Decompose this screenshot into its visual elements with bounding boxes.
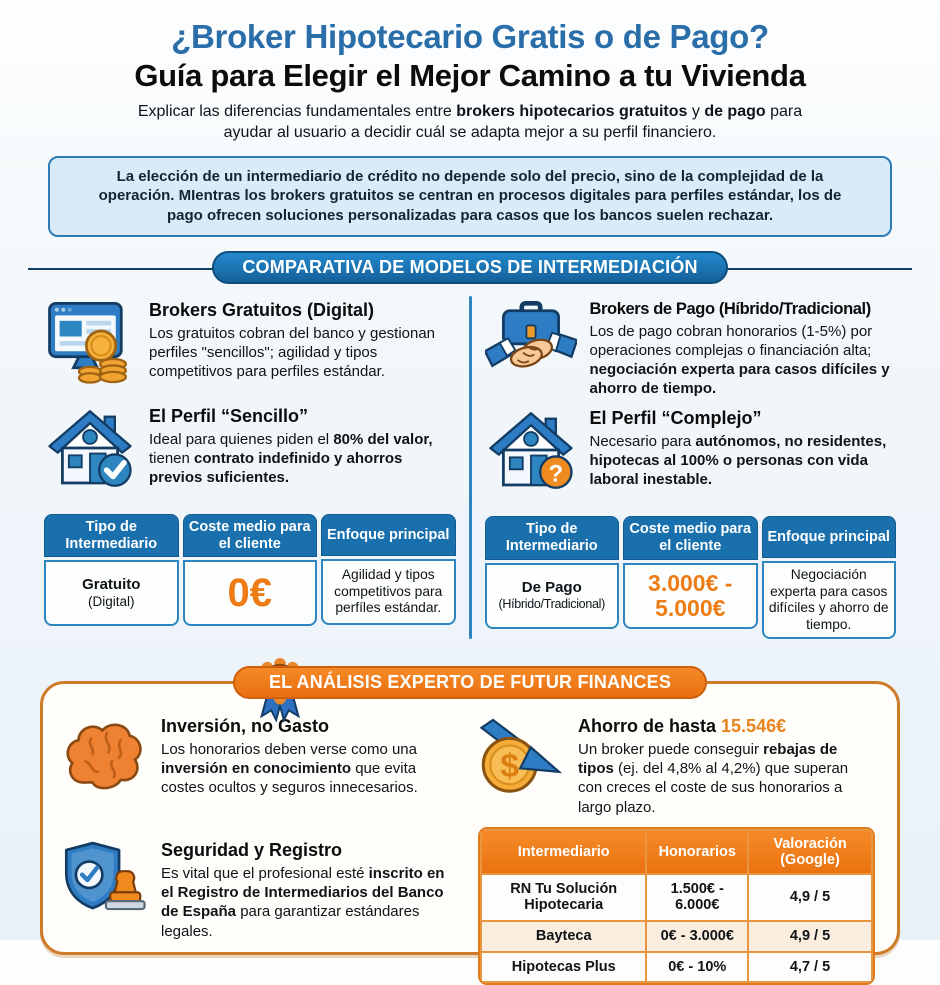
complex-profile-title: El Perfil “Complejo”	[589, 408, 762, 429]
free-brokers-card	[44, 298, 456, 396]
paid-brokers-text	[590, 298, 897, 398]
table-header-focus: Enfoque principal	[762, 516, 897, 558]
table-row: Bayteca 0€ - 3.000€ 4,9 / 5	[481, 921, 872, 952]
table-header-focus: Enfoque principal	[321, 514, 456, 556]
column-divider	[469, 296, 472, 639]
investment-title: Inversión, no Gasto	[161, 716, 330, 737]
savings-body: Un broker puede conseguir rebajas de tipos (ej. del 4,8% al 4,2%) que superan con creces el coste de sus honorarios a largo plazo.	[578, 741, 849, 816]
brokers-rating-table	[478, 827, 875, 985]
security-card	[61, 838, 458, 940]
table-cell-type: De Pago (Híbrido/Tradicional)	[485, 563, 620, 629]
intro-note: La elección de un intermediario de crédito no depende solo del precio, sino de la complejidad de la operación. MIentras los brokers gratuitos se centran en procesos digitales para perfiles estándar, los de pago ofrecen soluciones personalizadas para casos que los bancos suelen rechazar.	[48, 156, 892, 237]
col-valoracion: Valoración (Google)	[748, 830, 872, 874]
simple-profile-text	[149, 404, 456, 487]
paid-broker-table	[485, 516, 897, 639]
page-description: Explicar las diferencias fundamentales entre brokers hipotecarios gratuitos y de pago para ayudar al usuario a decidir cuál se adapta mejor a su perfil financiero.	[137, 103, 803, 141]
handshake-briefcase-icon	[485, 298, 577, 386]
simple-profile-title: El Perfil “Sencillo”	[149, 405, 309, 426]
svg-text:$: $	[500, 748, 519, 786]
section-pill-analisis: EL ANÁLISIS EXPERTO DE FUTUR FINANCES	[233, 666, 707, 699]
page-title: ¿Broker Hipotecario Gratis o de Pago?	[171, 18, 769, 55]
table-row: RN Tu Solución Hipotecaria 1.500€ - 6.000€ 4,9 / 5	[481, 874, 872, 921]
comparison-section-header	[0, 250, 940, 286]
shield-stamp-icon	[61, 838, 149, 922]
complex-profile-body: Necesario para autónomos, no residentes, hipotecas al 100% o personas con vida laboral inestable.	[589, 433, 887, 489]
savings-title: Ahorro de hasta 15.546€	[578, 716, 787, 737]
col-honorarios: Honorarios	[646, 830, 748, 874]
paid-brokers-card	[485, 298, 897, 398]
table-cell-focus: Agilidad y tipos competitivos para perfíles estándar.	[321, 559, 456, 625]
monitor-coins-icon	[44, 298, 136, 386]
free-brokers-column	[44, 290, 456, 639]
table-row: Hipotecas Plus 0€ - 10% 4,7 / 5	[481, 952, 872, 983]
free-brokers-text	[149, 298, 456, 381]
table-header-cost: Coste medio para el cliente	[623, 516, 758, 559]
paid-brokers-body: Los de pago cobran honorarios (1-5%) por operaciones complejas o financiación alta; negociación experta para casos difíciles y ahorro de tiempo.	[589, 322, 890, 398]
investment-body: Los honorarios deben verse como una inversión en conocimiento que evita costes ocultos y seguros innecesarios.	[161, 741, 418, 797]
security-title: Seguridad y Registro	[161, 840, 343, 861]
table-header-type: Tipo de Intermediario	[44, 514, 179, 557]
table-header-type: Tipo de Intermediario	[485, 516, 620, 559]
section-pill-comparativa: COMPARATIVA DE MODELOS DE INTERMEDIACIÓN	[212, 251, 727, 284]
coin-down-arrow-icon	[478, 714, 566, 798]
security-body: Es vital que el profesional esté inscrito en el Registro de Intermediarios del Banco de España para garantizar estándares legales.	[161, 865, 445, 940]
table-cell-focus: Negociación experta para casos difíciles y ahorro de tiempo.	[762, 561, 897, 639]
paid-brokers-title: Brokers de Pago (Híbrido/Tradicional)	[589, 299, 871, 318]
house-question-icon	[485, 406, 577, 494]
paid-brokers-column	[485, 290, 897, 639]
svg-text:?: ?	[548, 460, 563, 488]
free-brokers-body: Los gratuitos cobran del banco y gestionan perfiles "sencillos"; agilidad y tipos competitivos para perfiles estándar.	[149, 324, 436, 381]
savings-amount: 15.546€	[721, 716, 787, 737]
savings-card	[478, 714, 875, 816]
house-check-icon	[44, 404, 136, 492]
expert-analysis-box	[40, 672, 900, 975]
simple-profile-card	[44, 404, 456, 502]
complex-profile-card	[485, 406, 897, 504]
investment-card	[61, 714, 458, 798]
simple-profile-body: Ideal para quienes piden el 80% del valor, tienen contrato indefinido y ahorros previos suficientes.	[149, 430, 433, 487]
free-broker-table	[44, 514, 456, 626]
table-cell-cost: 3.000€ - 5.000€	[623, 563, 758, 629]
page-subtitle-heading: Guía para Elegir el Mejor Camino a tu Vivienda	[134, 58, 806, 93]
analysis-left-column	[61, 714, 458, 985]
table-cell-cost: 0€	[183, 560, 318, 626]
comparison-columns	[0, 286, 940, 639]
brain-icon	[61, 714, 149, 798]
table-header-cost: Coste medio para el cliente	[183, 514, 318, 557]
free-brokers-title: Brokers Gratuitos (Digital)	[149, 299, 375, 320]
analysis-right-column	[478, 714, 875, 985]
complex-profile-text	[590, 406, 897, 489]
table-cell-type: Gratuito (Digital)	[44, 560, 179, 626]
col-intermediario: Intermediario	[481, 830, 646, 874]
